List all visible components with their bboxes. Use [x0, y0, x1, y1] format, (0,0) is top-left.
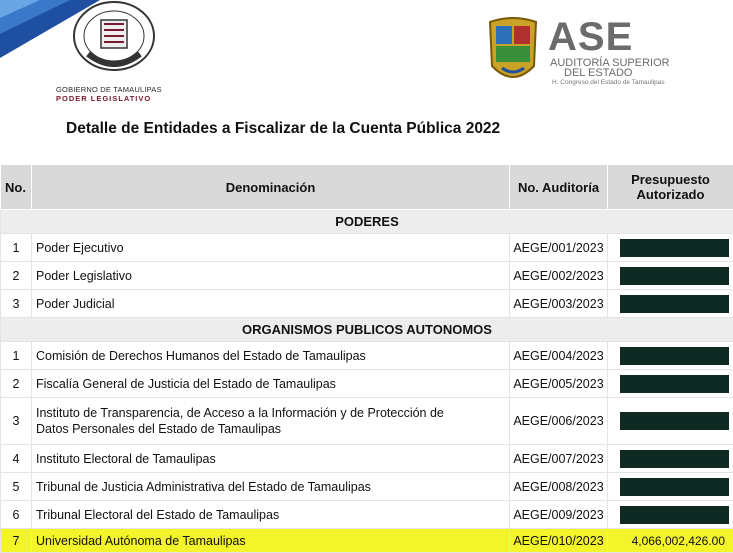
entities-table: [0, 164, 733, 553]
ase-acronym: ASE: [548, 16, 633, 58]
header-presupuesto-l2: Autorizado: [637, 187, 705, 202]
row-budget: [608, 290, 733, 318]
row-audit: AEGE/003/2023: [510, 290, 608, 318]
legislative-line: PODER LEGISLATIVO: [56, 94, 176, 103]
row-no: 1: [1, 342, 32, 370]
row-budget: [608, 262, 733, 290]
row-audit: AEGE/008/2023: [510, 473, 608, 501]
row-audit: AEGE/001/2023: [510, 234, 608, 262]
row-no: 3: [1, 290, 32, 318]
row-no: 1: [1, 234, 32, 262]
row-budget: [608, 234, 733, 262]
row-name: Poder Legislativo: [32, 262, 510, 290]
ase-line3: H. Congreso del Estado de Tamaulipas: [552, 79, 665, 86]
redaction-block: [620, 295, 729, 313]
row-audit: AEGE/007/2023: [510, 445, 608, 473]
header-auditoria: No. Auditoría: [510, 165, 608, 210]
state-coat-of-arms-icon: [484, 16, 542, 86]
redaction-block: [620, 347, 729, 365]
row-audit: AEGE/009/2023: [510, 501, 608, 529]
ase-logo: [484, 16, 724, 88]
row-audit: AEGE/006/2023: [510, 398, 608, 445]
row-budget: [608, 501, 733, 529]
row-no: 2: [1, 370, 32, 398]
gov-line: GOBIERNO DE TAMAULIPAS: [56, 85, 176, 94]
row-name: Tribunal de Justicia Administrativa del Estado de Tamaulipas: [32, 473, 510, 501]
table-row: [1, 445, 733, 473]
section-row: [1, 210, 733, 234]
table-row: [1, 370, 733, 398]
section-row: [1, 318, 733, 342]
congress-seal-logo: [68, 0, 160, 82]
redaction-block: [620, 412, 729, 430]
row-budget: [608, 342, 733, 370]
row-name: Instituto Electoral de Tamaulipas: [32, 445, 510, 473]
table-row: [1, 501, 733, 529]
row-no: 7: [1, 529, 32, 553]
table-row: [1, 290, 733, 318]
table-row: [1, 342, 733, 370]
row-no: 6: [1, 501, 32, 529]
ase-line1: AUDITORÍA SUPERIOR: [550, 58, 670, 69]
row-name-line1: Instituto de Transparencia, de Acceso a la Información y de Protección de: [36, 406, 444, 420]
row-no: 5: [1, 473, 32, 501]
row-budget: [608, 370, 733, 398]
redaction-block: [620, 239, 729, 257]
row-name: Comisión de Derechos Humanos del Estado de Tamaulipas: [32, 342, 510, 370]
row-name: Poder Judicial: [32, 290, 510, 318]
row-name: Fiscalía General de Justicia del Estado de Tamaulipas: [32, 370, 510, 398]
table-header-row: [1, 165, 733, 210]
header-denominacion: Denominación: [32, 165, 510, 210]
redaction-block: [620, 478, 729, 496]
row-name: [32, 398, 510, 445]
row-name: Tribunal Electoral del Estado de Tamaulipas: [32, 501, 510, 529]
row-audit: AEGE/005/2023: [510, 370, 608, 398]
ase-line2: DEL ESTADO: [564, 68, 632, 79]
table-row: [1, 398, 733, 445]
redaction-block: [620, 450, 729, 468]
row-budget-amount: 4,066,002,426.00: [608, 529, 733, 553]
row-name: Poder Ejecutivo: [32, 234, 510, 262]
row-audit: AEGE/002/2023: [510, 262, 608, 290]
row-budget: [608, 398, 733, 445]
section-organismos: ORGANISMOS PUBLICOS AUTONOMOS: [1, 318, 733, 342]
left-logo-caption: [56, 85, 176, 103]
document-title: Detalle de Entidades a Fiscalizar de la Cuenta Pública 2022: [66, 120, 500, 138]
header-presupuesto-l1: Presupuesto: [631, 172, 710, 187]
row-no: 2: [1, 262, 32, 290]
row-audit: AEGE/010/2023: [510, 529, 608, 553]
table-row-highlighted: [1, 529, 733, 553]
table-row: [1, 262, 733, 290]
redaction-block: [620, 375, 729, 393]
table-row: [1, 473, 733, 501]
header-no: No.: [1, 165, 32, 210]
row-budget: [608, 473, 733, 501]
redaction-block: [620, 267, 729, 285]
row-budget: [608, 445, 733, 473]
section-poderes: PODERES: [1, 210, 733, 234]
row-name: Universidad Autónoma de Tamaulipas: [32, 529, 510, 553]
row-audit: AEGE/004/2023: [510, 342, 608, 370]
row-no: 3: [1, 398, 32, 445]
row-name-line2: Datos Personales del Estado de Tamaulipas: [36, 422, 281, 436]
table-row: [1, 234, 733, 262]
row-no: 4: [1, 445, 32, 473]
header-presupuesto: [608, 165, 733, 210]
